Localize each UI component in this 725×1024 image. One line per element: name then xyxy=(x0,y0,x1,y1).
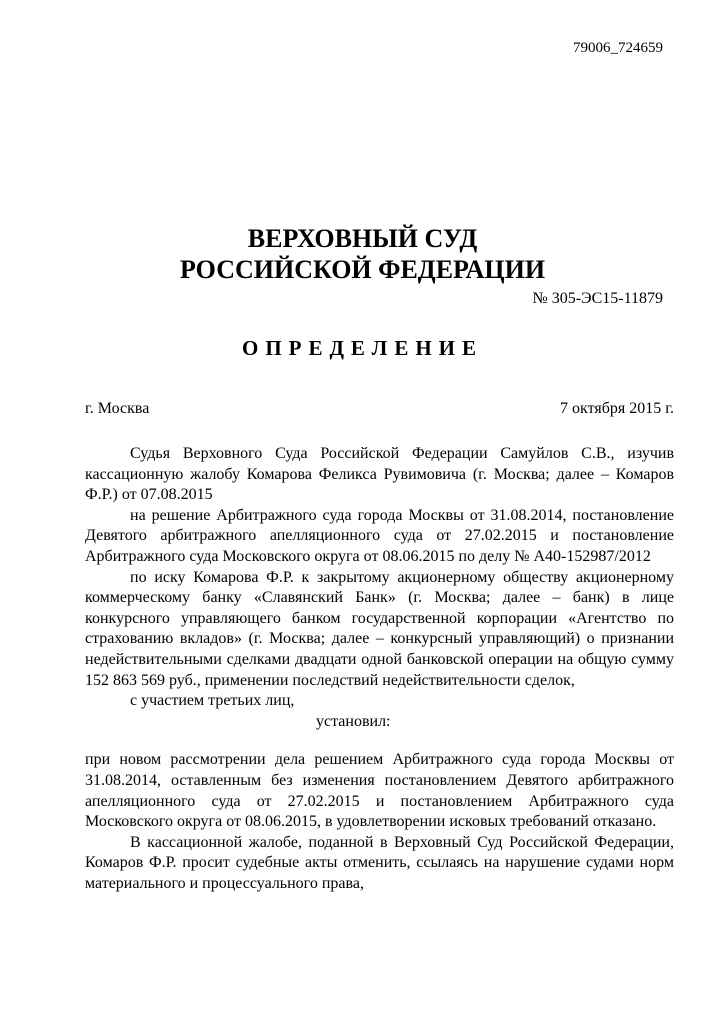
date: 7 октября 2015 г. xyxy=(560,400,674,417)
document-type-heading: ОПРЕДЕЛЕНИЕ xyxy=(241,336,483,360)
paragraph-decisions: на решение Арбитражного суда города Москвы от 31.08.2014, постановление Девятого арбитражного апелляционного суда от 27.02.2015 и постановление Арбитражного суда Московского округа от 08.06.2015 по делу № А40-152987/2012 xyxy=(85,506,674,565)
document-id: 79006_724659 xyxy=(573,40,663,56)
paragraph-judge: Судья Верховного Суда Российской Федерации Самуйлов С.В., изучив кассационную жалобу Комарова Феликса Рувимовича (г. Москва; далее – Комаров Ф.Р.) от 07.08.2015 xyxy=(85,445,674,504)
paragraph-third-parties: с участием третьих лиц, xyxy=(130,692,295,710)
document-body xyxy=(85,444,674,894)
paragraph-claim: по иску Комарова Ф.Р. к закрытому акционерному обществу акционерному коммерческому банку «Славянский Банк» (г. Москва; далее – банк) в лице конкурсного управляющего банком государственной корпорации «Агентство по страхованию вкладов» (г. Москва; далее – конкурсный управляющий) о признании недействительными сделками двадцати одной банковской операции на общую сумму 152 863 569 руб., применении последствий недействительности сделок, xyxy=(85,568,674,689)
case-number: № 305-ЭС15-11879 xyxy=(532,290,663,307)
paragraph-cassation: В кассационной жалобе, поданной в Верховный Суд Российской Федерации, Комаров Ф.Р. просит судебные акты отменить, ссылаясь на нарушение судами норм материального и процессуального права, xyxy=(85,833,674,892)
court-title xyxy=(0,223,725,285)
paragraph-established: установил: xyxy=(316,712,391,730)
paragraph-retrial: при новом рассмотрении дела решением Арбитражного суда города Москвы от 31.08.2014, оставленным без изменения постановлением Девятого арбитражного апелляционного суда от 27.02.2015 и постановлением Арбитражного суда Московского округа от 08.06.2015, в удовлетворении исковых требований отказано. xyxy=(85,751,674,831)
place: г. Москва xyxy=(85,400,150,417)
court-title-line1: ВЕРХОВНЫЙ СУД xyxy=(247,224,478,253)
court-title-line2: РОССИЙСКОЙ ФЕДЕРАЦИИ xyxy=(179,255,546,284)
